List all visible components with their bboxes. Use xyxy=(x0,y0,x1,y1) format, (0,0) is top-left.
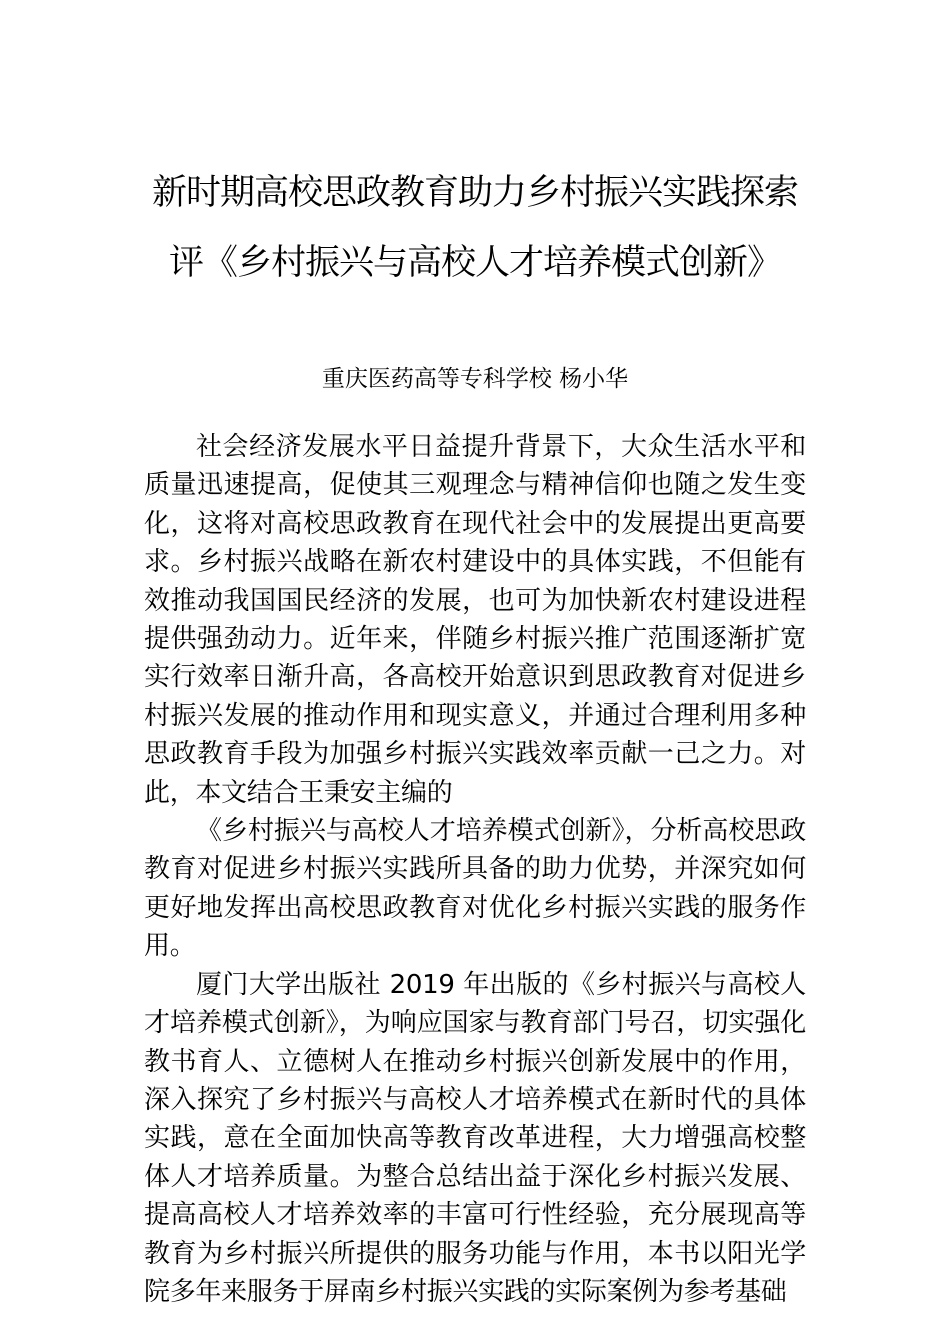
author-line: 重庆医药高等专科学校 杨小华 xyxy=(321,366,629,392)
article-title: 新时期高校思政教育助力乡村振兴实践探索评《乡村振兴与高校人才培养模式创新》 xyxy=(151,173,798,283)
paragraph: 社会经济发展水平日益提升背景下，大众生活水平和质量迅速提高，促使其三观理念与精神信仰也随之发生变化，这将对高校思政教育在现代社会中的发展提出更高要求。乡村振兴战略在新农村建设中的具体实践，不但能有效推动我国国民经济的发展，也可为加快新农村建设进程提供强劲动力。近年来，伴随乡村振兴推广范围逐渐扩宽实行效率日渐升高，各高校开始意识到思政教育对促进乡村振兴发展的推动作用和现实意义，并通过合理利用多种思政教育手段为加强乡村振兴实践效率贡献一己之力。对此，本文结合王秉安主编的 xyxy=(144,432,806,808)
paragraph: 厦门大学出版社 2019 年出版的《乡村振兴与高校人才培养模式创新》，为响应国家与教育部门号召，切实强化教书育人、立德树人在推动乡村振兴创新发展中的作用，深入探究了乡村振兴与高校人才培养模式在新时代的具体实践，意在全面加快高等教育改革进程，大力增强高校整体人才培养质量。为整合总结出益于深化乡村振兴发展、提高高校人才培养效率的丰富可行性经验，充分展现高等教育为乡村振兴所提供的服务功能与作用，本书以阳光学院多年来服务于屏南乡村振兴实践的实际案例为参考基础 xyxy=(144,969,806,1307)
paragraph: 《乡村振兴与高校人才培养模式创新》，分析高校思政教育对促进乡村振兴实践所具备的助力优势，并深究如何更好地发挥出高校思政教育对优化乡村振兴实践的服务作用。 xyxy=(144,816,806,962)
article-body xyxy=(144,428,806,1311)
